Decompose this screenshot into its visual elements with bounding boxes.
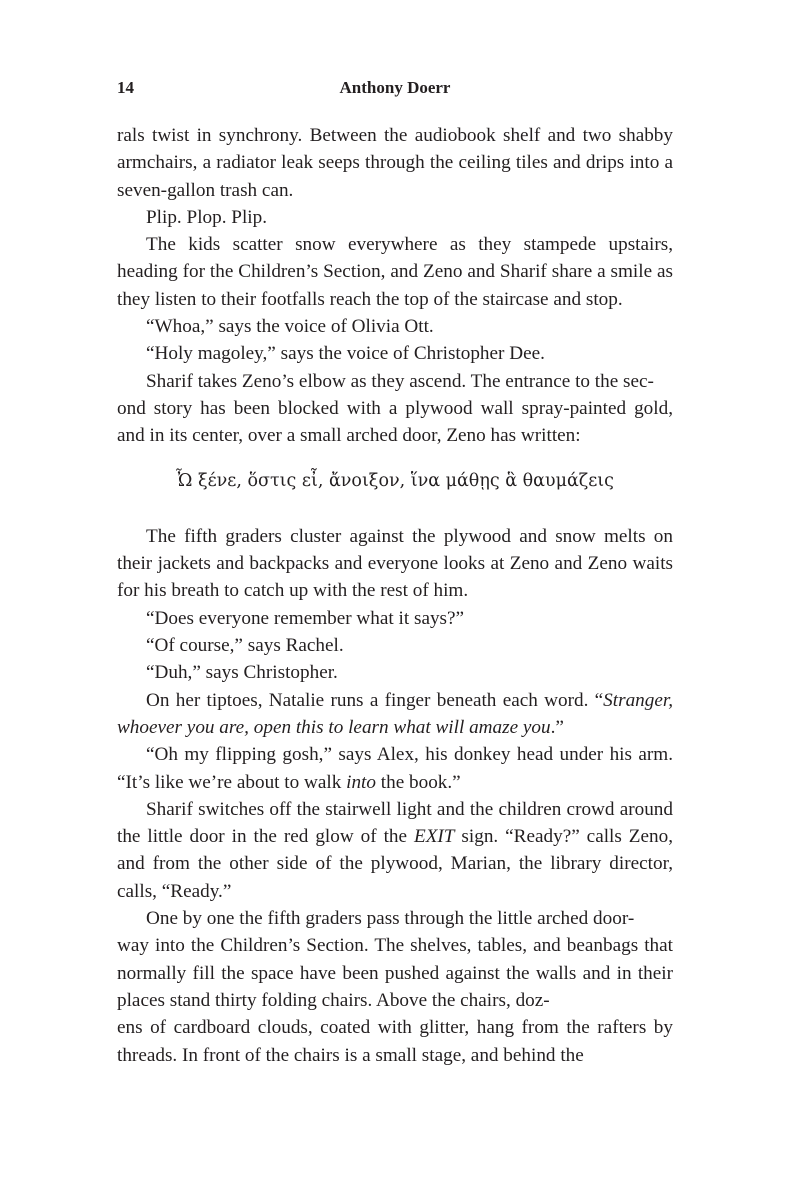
paragraph: “Does everyone remember what it says?” bbox=[146, 607, 465, 629]
paragraph: “Duh,” says Christopher. bbox=[146, 662, 338, 684]
paragraph: “Of course,” says Rachel. bbox=[146, 635, 344, 657]
paragraph: One by one the fifth graders pass through the little arched door- way into the Children’s Section. The shelves, tables, and beanbags that normally fill the space have been pushed against the walls and in their places stand thirty folding chairs. Above the chairs, doz- ens of cardboard clouds, coated with glitter, hang from the rafters by threads. In front of the chairs is a small stage, and behind the bbox=[117, 908, 673, 1066]
italic-quote: Stranger, whoever you are, open this to learn what will amaze you bbox=[117, 689, 673, 738]
paragraph: The fifth graders cluster against the plywood and snow melts on their jackets and backpacks and everyone looks at Zeno and Zeno waits for his breath to catch up with the rest of him. bbox=[117, 525, 673, 602]
italic-exit: EXIT bbox=[413, 826, 455, 848]
paragraph: On her tiptoes, Natalie runs a finger beneath each word. “Stranger, whoever you are, open this to learn what will amaze you.” bbox=[117, 689, 673, 738]
italic-word: into bbox=[346, 771, 376, 793]
greek-inscription: Ὦ ξένε, ὅστις εἶ, ἄνοιξον, ἵνα μάθῃς ἃ θαυμάζεις bbox=[176, 470, 614, 491]
paragraph: Sharif takes Zeno’s elbow as they ascend. The entrance to the sec- ond story has been blocked with a plywood wall spray-painted gold, and in its center, over a small arched door, Zeno has written: bbox=[117, 370, 673, 447]
paragraph: Sharif switches off the stairwell light and the children crowd around the little door in the red glow of the EXIT sign. “Ready?” calls Zeno, and from the other side of the plywood, Marian, the library director, calls, “Ready.” bbox=[117, 798, 674, 902]
paragraph: “Oh my flipping gosh,” says Alex, his donkey head under his arm. “It’s like we’re about to walk into the book.” bbox=[117, 744, 673, 793]
page-header bbox=[117, 76, 673, 102]
running-head-author: Anthony Doerr bbox=[339, 78, 451, 97]
book-page bbox=[117, 76, 673, 1069]
paragraph: Plip. Plop. Plip. bbox=[146, 206, 268, 228]
paragraph: The kids scatter snow everywhere as they stampede upstairs, heading for the Children’s Section, and Zeno and Sharif share a smile as they listen to their footfalls reach the top of the staircase and stop. bbox=[117, 234, 673, 310]
paragraph: rals twist in synchrony. Between the audiobook shelf and two shabby armchairs, a radiator leak seeps through the ceiling tiles and drips into a seven-gallon trash can. bbox=[117, 125, 673, 201]
paragraph: “Holy magoley,” says the voice of Christopher Dee. bbox=[146, 343, 545, 365]
body-text bbox=[117, 122, 673, 1069]
page-number: 14 bbox=[117, 78, 134, 97]
paragraph: “Whoa,” says the voice of Olivia Ott. bbox=[146, 316, 434, 338]
